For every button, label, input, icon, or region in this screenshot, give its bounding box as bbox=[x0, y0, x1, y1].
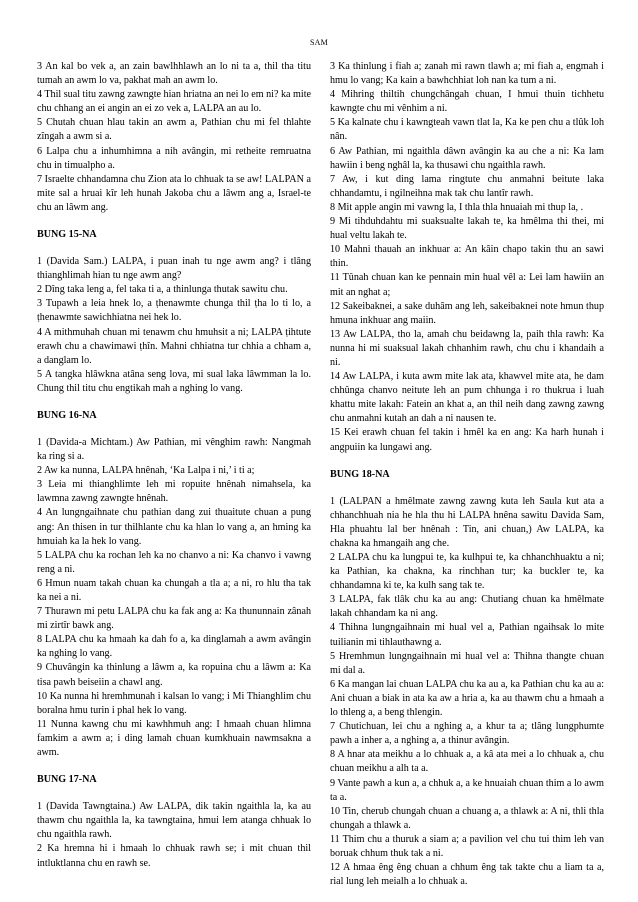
verse: 13 Aw LALPA, tho la, amah chu beidawng la, paih thla rawh: Ka nunna hi mi suaksual lakah chhanhim rawh, chu chu i khandaih a ni. bbox=[330, 328, 604, 368]
verse: 1 (LALPAN a hmêlmate zawng zawng kuta leh Saula kut ata a chhanchhuah nia he hla thu hi LALPA hnêna sawitu Davida Sam, Hla phuahtu lal ber hnênah : Tin, ani chuan,) Aw LALPA, ka chakna ka hmangaih ang che. bbox=[330, 495, 604, 549]
left-column bbox=[37, 60, 311, 871]
verse: 3 Tupawh a leia hnek lo, a ṭhenawmte chunga thil ṭha lo ti lo, a ṭhenawmte sawichhiatna nei hek lo. bbox=[37, 298, 311, 324]
verse: 4 Thil sual titu zawng zawngte hian hriatna an nei lo em ni? ka mite chu chhang an ei angin an ei zo vek a, LALPA an au lo. bbox=[37, 89, 311, 115]
verse: 9 Vante pawh a kun a, a chhuk a, a ke hnuaiah chuan thim a lo awm ta a. bbox=[330, 777, 604, 803]
verse: 12 Sakeibaknei, a sake duhâm ang leh, sakeibaknei note hmun thup hmuna inkhuar ang maiin. bbox=[330, 300, 604, 326]
verse: 8 LALPA chu ka hmaah ka dah fo a, ka dinglamah a awm avângin ka nghing lo vang. bbox=[37, 634, 311, 660]
verse: 3 LALPA, fak tlâk chu ka au ang: Chutiang chuan ka hmêlmate lakah chhandam ka ni ang. bbox=[330, 594, 604, 620]
verse: 10 Mahni thauah an inkhuar a: An kâin chapo takin thu an sawi thin. bbox=[330, 244, 604, 270]
verse: 12 A hmaa êng êng chuan a chhum êng tak takte chu a liam ta a, rial lung leh meialh a lo chhuak a. bbox=[330, 862, 604, 888]
verse: 7 Thurawn mi petu LALPA chu ka fak ang a: Ka thununnain zânah mi zirtîr bawk ang. bbox=[37, 606, 311, 632]
verse: 1 (Davida Sam.) LALPA, i puan inah tu nge awm ang? i tlâng thianghlimah hian tu nge awm ang? bbox=[37, 256, 311, 282]
verse: 5 Ka kalnate chu i kawngteah vawn tlat la, Ka ke pen chu a tlûk loh nân. bbox=[330, 117, 604, 143]
verse: 6 Lalpa chu a inhumhimna a nih avângin, mi retheite remruatna chu in timualpho a. bbox=[37, 145, 311, 171]
verse: 11 Tûnah chuan kan ke pennain min hual vêl a: Lei lam hawiin an mit an nghat a; bbox=[330, 272, 604, 298]
verse: 10 Ka nunna hi hremhmunah i kalsan lo vang; i Mi Thianghlim chu boralna hmu turin i phal hek lo vang. bbox=[37, 690, 311, 716]
verse: 11 Nunna kawng chu mi kawhhmuh ang: I hmaah chuan hlimna famkim a awm a; i ding lamah chuan kumkhuain nawmsakna a awm. bbox=[37, 718, 311, 759]
verse: 4 An lungngaihnate chu pathian dang zui thuaitute chuan a pung ang: An thisen in tur thilhlante chu ka hlan lo vang a, an hming ka hmuiah ka la hek lo vang. bbox=[37, 507, 311, 547]
verse: 4 Mihring thiltih chungchângah chuan, I hmui thuin tichhetu kawngte chu mi vênhim a ni. bbox=[330, 89, 604, 115]
verse: 8 Mit apple angin mi vawng la, I thla thla hnuaiah mi thup la, . bbox=[330, 201, 584, 213]
verse: 1 (Davida-a Michtam.) Aw Pathian, mi vênghim rawh: Nangmah ka ring si a. bbox=[37, 436, 311, 463]
verse: 9 Mi tihduhdahtu mi suaksualte lakah te, ka hmêlma thi thei, mi hual veltu lakah te. bbox=[330, 216, 604, 242]
chapter-heading-16: BUNG 16-NA bbox=[37, 409, 97, 421]
verse: 3 An kal bo vek a, an zain bawlhhlawh an lo ni ta a, thil tha titu tumah an awm lo va, pakhat mah an awm lo. bbox=[37, 61, 311, 87]
verse: 6 Aw Pathian, mi ngaithla dâwn avângin ka au che a ni: Ka lam hawiin i beng nghâl la, ka thusawi chu ngaithla rawh. bbox=[330, 145, 604, 171]
verse: 3 Leia mi thianghlimte leh mi ropuite hnênah nimahsela, ka lawmna zawng zawngte hnênah. bbox=[37, 479, 311, 505]
verse: 7 Israelte chhandamna chu Zion ata lo chhuak ta se aw! LALPAN a mite sal a hruai kîr leh hunah Jakoba chu a lâwm ang a, Israel-te chu an lâwm ang. bbox=[37, 173, 311, 213]
verse: 7 Chutichuan, lei chu a nghing a, a khur ta a; tlâng lungphumte pawh a inher a, a nghing a, a thinur avângin. bbox=[330, 721, 604, 747]
verse: 2 Dîng taka leng a, fel taka ti a, a thinlunga thutak sawitu chu. bbox=[37, 284, 288, 296]
verse: 4 A mithmuhah chuan mi tenawm chu hmuhsit a ni; LALPA ṭihtute erawh chu a chawimawi ṭhîn. Mahni chhiatna tur chhia a chham a, a danglam lo. bbox=[37, 326, 311, 366]
verse: 5 A tangka hlâwkna atâna seng lova, mi sual laka lâwmman la lo. Chung thil titu chu engtikah mah a nghing lo vang. bbox=[37, 368, 311, 394]
chapter-heading-18: BUNG 18-NA bbox=[330, 468, 390, 480]
verse: 5 Hremhmun lungngaihnain mi hual vel a: Thihna thangte chuan mi dal a. bbox=[330, 650, 604, 676]
verse: 15 Kei erawh chuan fel takin i hmêl ka en ang: Ka harh hunah i angpuiin ka lungawi ang. bbox=[330, 427, 604, 453]
running-header: SAM bbox=[310, 38, 328, 47]
verse: 5 LALPA chu ka rochan leh ka no chanvo a ni: Ka chanvo i vawng reng a ni. bbox=[37, 549, 311, 575]
verse: 6 Ka mangan lai chuan LALPA chu ka au a, ka Pathian chu ka au a: Ani chuan a biak in ata ka aw a hria a, ka au thawm chu a hmaah a lo thleng a, a beng thlengin. bbox=[330, 678, 604, 719]
verse: 11 Thim chu a thuruk a siam a; a pavilion vel chu tui thim leh van boruak chhum thuk tak a ni. bbox=[330, 833, 604, 859]
verse: 14 Aw LALPA, i kuta awm mite lak ata, khawvel mite ata, he dam chhûnga chanvo neitute leh an pum chhunga i ro thukrua i luah khattu mite lakah: Fatein an khat a, an thil neih dang zawng zawng chu anmahni kutah an dah a ni nausen te. bbox=[330, 371, 604, 425]
verse: 8 A hnar ata meikhu a lo chhuak a, a kâ ata mei a lo chhuak a, chu chuan meikhu a alh ta a. bbox=[330, 749, 604, 775]
verse: 2 Ka hremna hi i hmaah lo chhuak rawh se; i mit chuan thil intluktlanna chu en rawh se. bbox=[37, 843, 311, 869]
verse: 9 Chuvângin ka thinlung a lâwm a, ka ropuina chu a lâwm a: Ka tisa pawh beiseiin a chawl ang. bbox=[37, 662, 311, 688]
verse: 4 Thihna lungngaihnain mi hual vel a, Pathian ngaihsak lo mite tuilianin mi tihlauthawng a. bbox=[330, 622, 604, 648]
verse: 10 Tin, cherub chungah chuan a chuang a, a thlawk a: A ni, thli thla chungah a thlawk a. bbox=[330, 805, 604, 831]
verse: 3 Ka thinlung i fiah a; zanah mi rawn tlawh a; mi fiah a, engmah i hmu lo vang; Ka kain a bawhchhiat loh nan ka tum a ni. bbox=[330, 61, 604, 87]
verse: 2 Aw ka nunna, LALPA hnênah, ‘Ka Lalpa i ni,’ i ti a; bbox=[37, 465, 255, 477]
verse: 2 LALPA chu ka lungpui te, ka kulhpui te, ka chhanchhuaktu a ni; ka Pathian, ka chakna, ka rinchhan tur; ka buckler te, ka chhandamna ki te, ka kulh sang tak te. bbox=[330, 552, 604, 592]
verse: 6 Hmun nuam takah chuan ka chungah a tla a; a ni, ro hlu tha tak ka nei a ni. bbox=[37, 577, 311, 603]
right-column bbox=[330, 60, 604, 889]
verse: 1 (Davida Tawngtaina.) Aw LALPA, dik takin ngaithla la, ka au thawm chu ngaithla la, ka tawngtaina, hmui lem atanga chhuak lo chu ngaithla rawh. bbox=[37, 801, 311, 841]
verse: 5 Chutah chuan hlau takin an awm a, Pathian chu mi fel thlahte zîngah a awm si a. bbox=[37, 117, 311, 143]
verse: 7 Aw, i kut ding lama ringtute chu anmahni beitute laka chhandamtu, i ngilneihna mak tak chu lantîr rawh. bbox=[330, 173, 604, 199]
chapter-heading-17: BUNG 17-NA bbox=[37, 774, 97, 786]
chapter-heading-15: BUNG 15-NA bbox=[37, 229, 97, 241]
